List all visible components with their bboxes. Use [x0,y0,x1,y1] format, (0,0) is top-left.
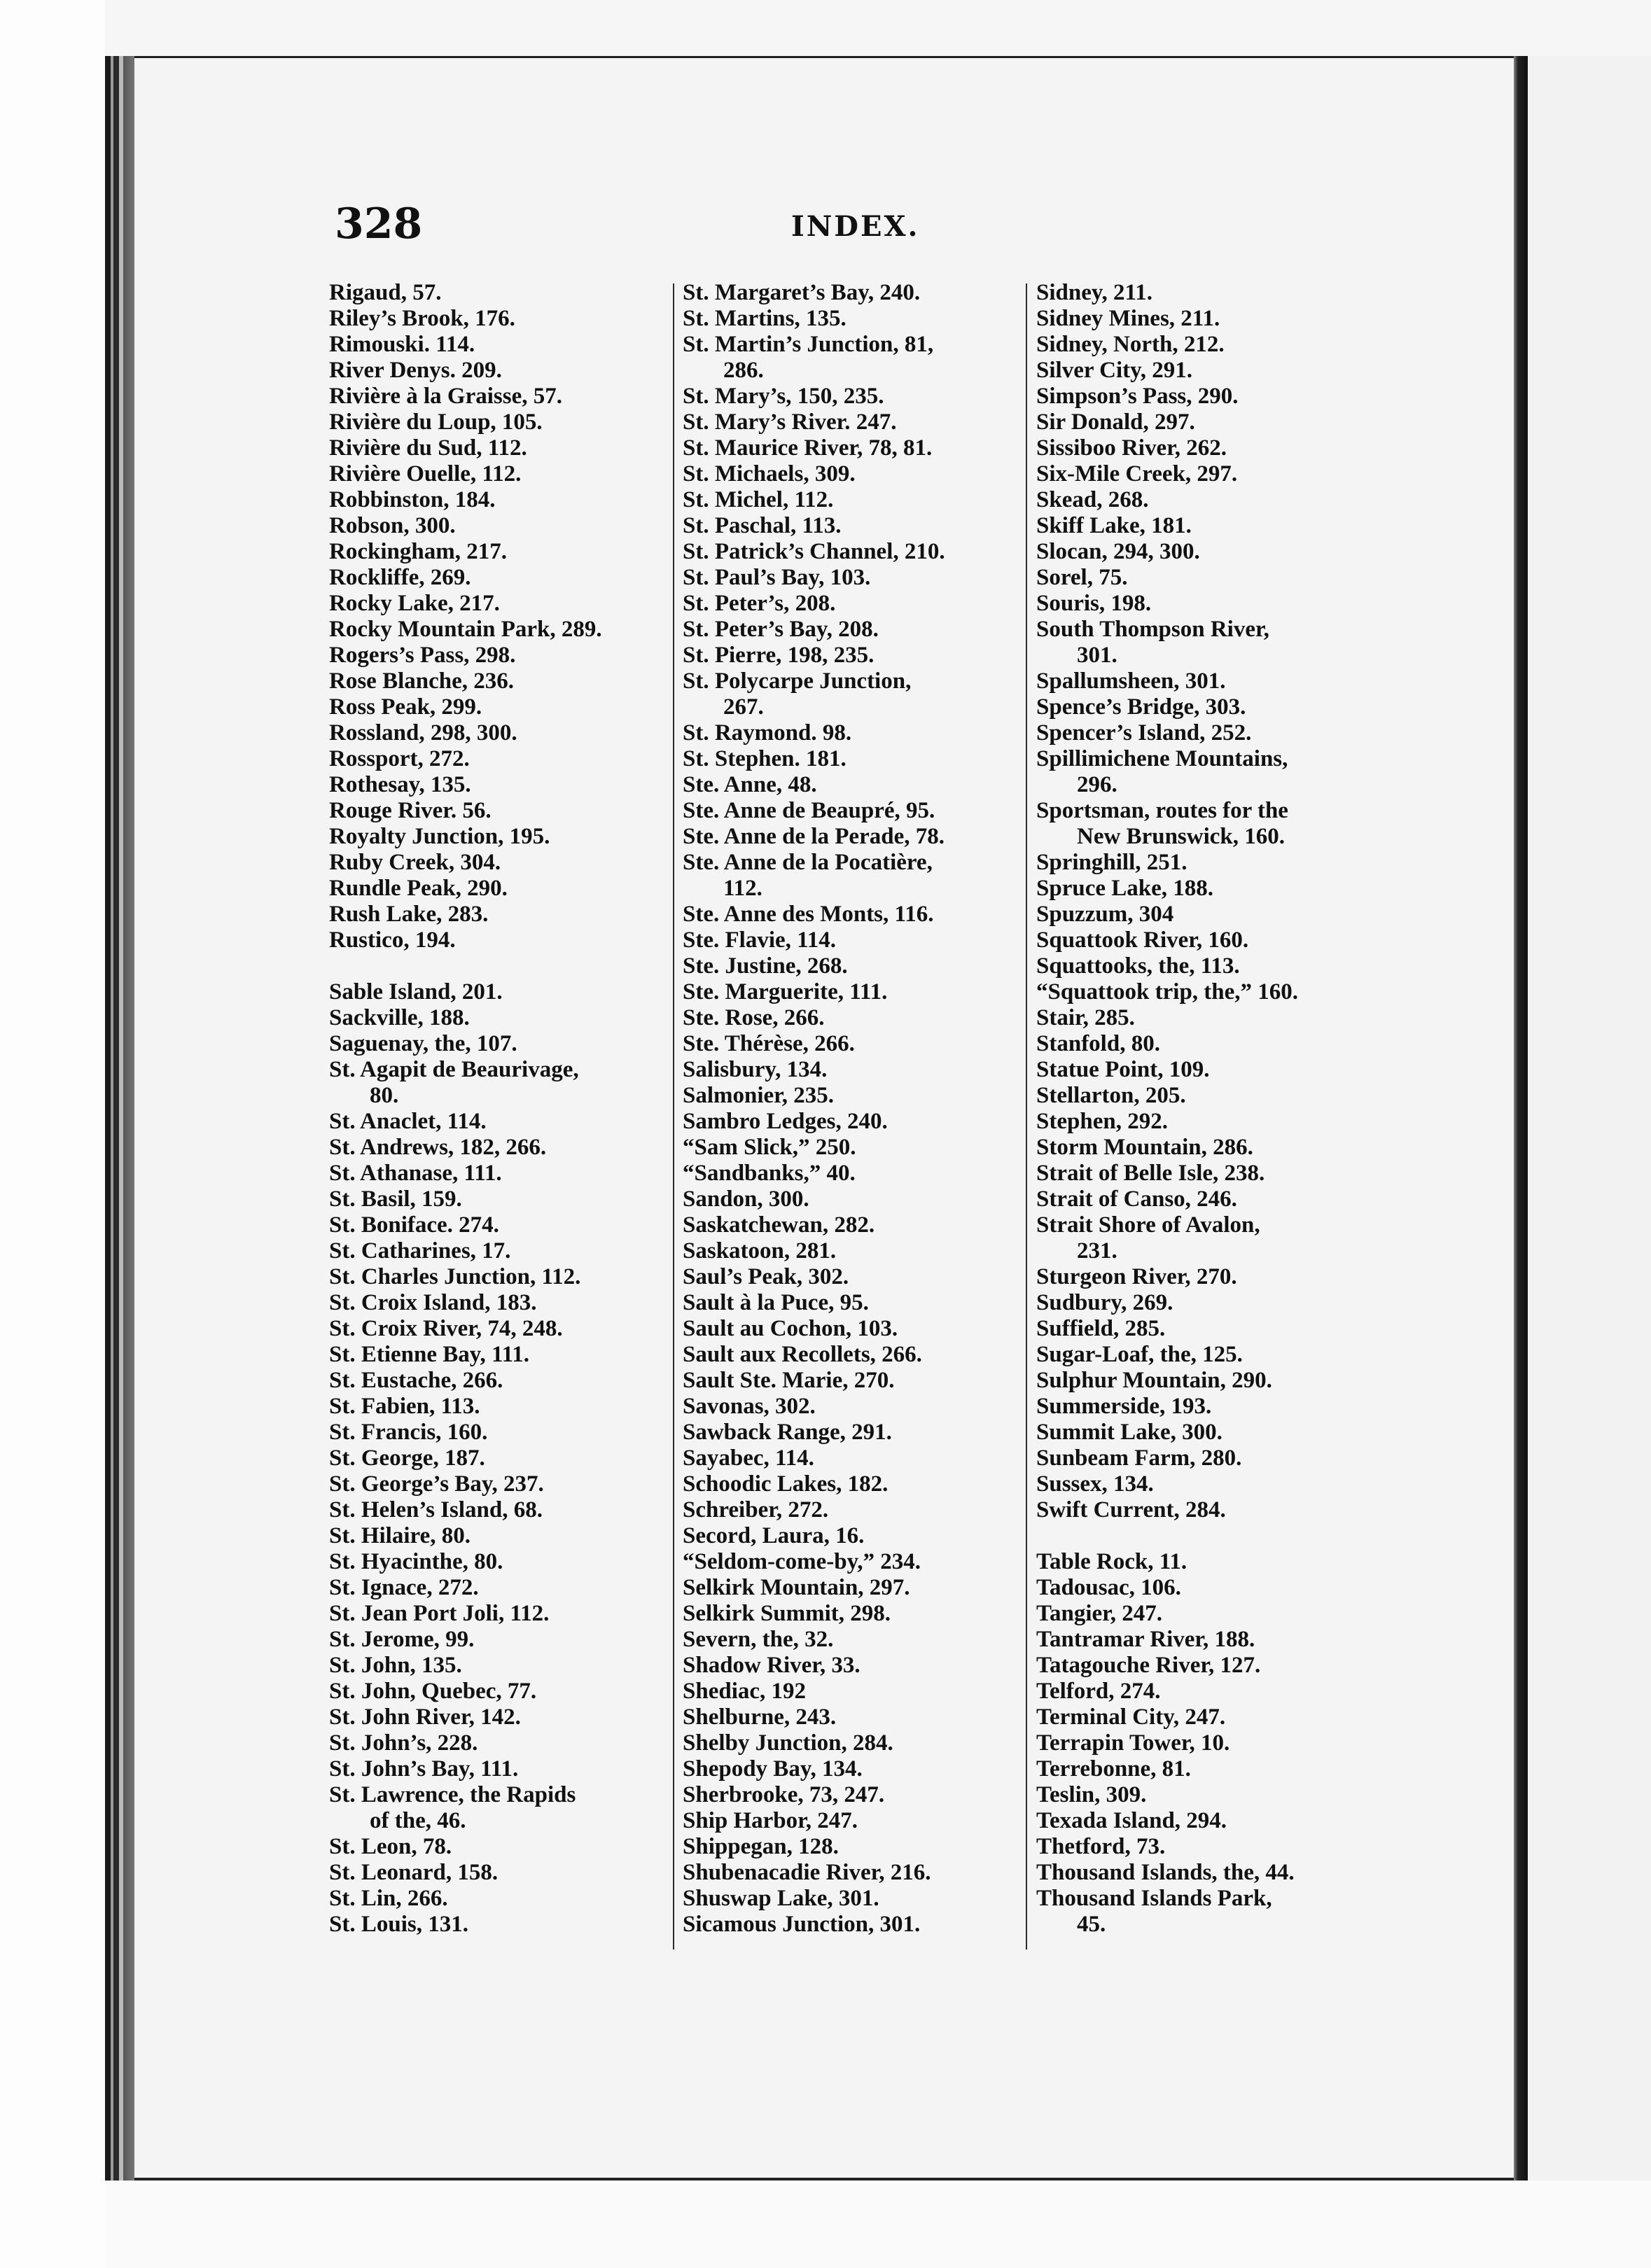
index-entry: Selkirk Summit, 298. [683,1601,891,1626]
index-entry: Ross Peak, 299. [329,694,482,720]
index-entry: Thousand Islands, the, 44. [1036,1860,1295,1885]
index-entry: Souris, 198. [1036,591,1152,616]
index-entry: Ruby Creek, 304. [329,850,501,875]
index-entry: Sturgeon River, 270. [1036,1264,1237,1289]
index-entry: Sorel, 75. [1036,565,1128,590]
index-entry: St. Etienne Bay, 111. [329,1342,530,1367]
index-entry: St. Fabien, 113. [329,1394,480,1419]
index-entry: Sidney, 211. [1036,280,1152,305]
index-entry: Sault Ste. Marie, 270. [683,1368,895,1393]
index-entry: 80. [370,1083,399,1108]
index-entry: of the, 46. [370,1808,466,1833]
index-entry: St. Patrick’s Channel, 210. [683,539,945,564]
index-entry: 286. [723,358,764,383]
index-entry: St. Stephen. 181. [683,746,847,771]
index-entry: Telford, 274. [1036,1679,1161,1704]
index-entry: Swift Current, 284. [1036,1497,1226,1522]
index-entry: St. Boniface. 274. [329,1212,499,1238]
index-entry: Strait of Belle Isle, 238. [1036,1161,1265,1186]
index-entry: St. George, 187. [329,1446,485,1471]
index-entry: St. Jerome, 99. [329,1627,475,1652]
index-entry: St. Leonard, 158. [329,1860,499,1885]
index-entry: Ste. Anne, 48. [683,772,817,797]
index-entry: Spence’s Bridge, 303. [1036,694,1246,720]
book-spine [105,56,134,2180]
index-entry: Sandon, 300. [683,1186,809,1212]
index-entry: Rose Blanche, 236. [329,668,514,694]
index-entry: Shediac, 192 [683,1679,807,1704]
index-column-3 [1036,280,1379,1938]
index-entry: Storm Mountain, 286. [1036,1135,1253,1160]
index-entry: St. Ignace, 272. [329,1575,479,1600]
index-entry: Stanfold, 80. [1036,1031,1160,1056]
index-entry: Sambro Ledges, 240. [683,1109,888,1134]
index-entry: Summit Lake, 300. [1036,1420,1222,1445]
index-entry: Strait Shore of Avalon, [1036,1212,1260,1238]
index-entry: Stair, 285. [1036,1005,1135,1030]
index-entry: Ste. Anne de la Perade, 78. [683,824,945,849]
facing-page-edge [1528,56,1651,2180]
index-entry: Sault à la Puce, 95. [683,1290,869,1315]
index-entry: Secord, Laura, 16. [683,1523,865,1548]
index-entry: Sherbrooke, 73, 247. [683,1782,885,1807]
index-entry: Schoodic Lakes, 182. [683,1471,889,1497]
index-entry: New Brunswick, 160. [1077,824,1286,849]
index-entry: Spruce Lake, 188. [1036,876,1214,901]
index-entry: Rivière Ouelle, 112. [329,461,522,486]
index-entry: Shepody Bay, 134. [683,1756,863,1782]
index-entry: 45. [1077,1912,1106,1937]
index-entry: Ste. Thérèse, 266. [683,1031,855,1056]
index-entry: Saskatoon, 281. [683,1238,837,1264]
index-entry: St. Anaclet, 114. [329,1109,487,1134]
index-entry: Ste. Anne des Monts, 116. [683,902,934,927]
index-entry: St. John’s, 228. [329,1730,478,1756]
index-entry: St. Michaels, 309. [683,461,856,486]
index-entry: St. Mary’s, 150, 235. [683,384,884,409]
index-entry: Ste. Flavie, 114. [683,927,837,953]
index-entry: Sugar-Loaf, the, 125. [1036,1342,1243,1367]
index-entry: St. Helen’s Island, 68. [329,1497,543,1522]
index-entry: St. Agapit de Beaurivage, [329,1057,579,1082]
bottom-margin [105,2180,1651,2268]
index-entry: St. John, 135. [329,1653,462,1678]
index-entry: “Squattook trip, the,” 160. [1036,979,1299,1004]
index-entry: St. Polycarpe Junction, [683,668,912,694]
index-entry: Ste. Anne de Beaupré, 95. [683,798,935,823]
index-entry: Rogers’s Pass, 298. [329,643,516,668]
index-entry: Rundle Peak, 290. [329,876,508,901]
index-entry: Texada Island, 294. [1036,1808,1227,1833]
index-entry: Riley’s Brook, 176. [329,306,515,331]
index-entry: Sicamous Junction, 301. [683,1912,921,1937]
index-entry: St. John River, 142. [329,1704,521,1730]
index-entry: Statue Point, 109. [1036,1057,1210,1082]
index-entry: Spillimichene Mountains, [1036,746,1288,771]
index-entry: Royalty Junction, 195. [329,824,550,849]
index-entry: 296. [1077,772,1117,797]
index-entry: Squattook River, 160. [1036,927,1249,953]
index-entry: Rothesay, 135. [329,772,471,797]
index-entry: St. Francis, 160. [329,1420,488,1445]
index-entry: Rocky Lake, 217. [329,591,500,616]
index-entry: Sable Island, 201. [329,979,503,1004]
index-entry: Six-Mile Creek, 297. [1036,461,1238,486]
index-entry: Spencer’s Island, 252. [1036,720,1252,746]
index-entry: Ste. Rose, 266. [683,1005,825,1030]
index-entry: Sault aux Recollets, 266. [683,1342,922,1367]
section-gap [329,953,672,979]
index-entry: Tangier, 247. [1036,1601,1163,1626]
index-entry: Rivière à la Graisse, 57. [329,384,562,409]
index-entry: Sawback Range, 291. [683,1420,892,1445]
column-divider [1026,284,1027,1949]
index-entry: Rocky Mountain Park, 289. [329,617,602,642]
index-entry: Suffield, 285. [1036,1316,1166,1341]
index-entry: St. Paul’s Bay, 103. [683,565,871,590]
index-entry: Rockingham, 217. [329,539,507,564]
index-entry: Sulphur Mountain, 290. [1036,1368,1272,1393]
index-entry: Silver City, 291. [1036,358,1193,383]
column-divider [673,284,674,1949]
index-entry: Salisbury, 134. [683,1057,828,1082]
index-entry: Stephen, 292. [1036,1109,1168,1134]
index-entry: Sunbeam Farm, 280. [1036,1446,1242,1471]
index-entry: Sussex, 134. [1036,1471,1154,1497]
index-entry: Schreiber, 272. [683,1497,829,1522]
index-entry: Sidney Mines, 211. [1036,306,1220,331]
index-entry: St. Croix River, 74, 248. [329,1316,563,1341]
index-entry: St. George’s Bay, 237. [329,1471,544,1497]
index-entry: Sudbury, 269. [1036,1290,1173,1315]
index-entry: Summerside, 193. [1036,1394,1212,1419]
index-entry: St. Basil, 159. [329,1186,462,1212]
index-entry: Spuzzum, 304 [1036,902,1174,927]
index-entry: St. Paschal, 113. [683,513,842,538]
index-entry: Rivière du Loup, 105. [329,410,543,435]
index-entry: Ste. Marguerite, 111. [683,979,888,1004]
index-entry: “Sandbanks,” 40. [683,1161,856,1186]
index-entry: Ship Harbor, 247. [683,1808,858,1833]
index-entry: Springhill, 251. [1036,850,1187,875]
index-column-2 [683,280,1026,1938]
index-entry: St. Maurice River, 78, 81. [683,435,933,461]
index-entry: St. John’s Bay, 111. [329,1756,519,1782]
page-gutter-shadow [1514,56,1528,2180]
index-entry: Rivière du Sud, 112. [329,435,527,461]
index-entry: Severn, the, 32. [683,1627,834,1652]
index-entry: Strait of Canso, 246. [1036,1186,1237,1212]
index-entry: St. Raymond. 98. [683,720,852,746]
index-entry: “Sam Slick,” 250. [683,1135,856,1160]
index-entry: Shadow River, 33. [683,1653,861,1678]
index-entry: Rossport, 272. [329,746,470,771]
index-entry: Simpson’s Pass, 290. [1036,384,1239,409]
index-entry: St. Lin, 266. [329,1886,448,1911]
index-entry: St. Margaret’s Bay, 240. [683,280,921,305]
index-entry: Robson, 300. [329,513,456,538]
index-entry: St. Catharines, 17. [329,1238,511,1264]
index-entry: 231. [1077,1238,1117,1264]
index-entry: Saguenay, the, 107. [329,1031,517,1056]
index-entry: Salmonier, 235. [683,1083,835,1108]
index-entry: Skead, 268. [1036,487,1149,512]
index-entry: Spallumsheen, 301. [1036,668,1226,694]
index-entry: Terrebonne, 81. [1036,1756,1191,1782]
index-entry: Sir Donald, 297. [1036,410,1195,435]
index-entry: Sissiboo River, 262. [1036,435,1227,461]
index-entry: Slocan, 294, 300. [1036,539,1200,564]
index-entry: Robbinston, 184. [329,487,496,512]
index-entry: Thetford, 73. [1036,1834,1166,1859]
index-entry: 267. [723,694,764,720]
index-entry: Tatagouche River, 127. [1036,1653,1261,1678]
index-entry: St. Athanase, 111. [329,1161,502,1186]
index-entry: Ste. Justine, 268. [683,953,848,979]
index-entry: St. Louis, 131. [329,1912,468,1937]
index-entry: Shelby Junction, 284. [683,1730,893,1756]
index-entry: Sayabec, 114. [683,1446,814,1471]
index-entry: St. Hyacinthe, 80. [329,1549,503,1574]
page-number: 328 [335,200,423,248]
index-entry: Rush Lake, 283. [329,902,489,927]
index-entry: Rockliffe, 269. [329,565,471,590]
index-entry: St. Martin’s Junction, 81, [683,332,934,357]
index-entry: Tantramar River, 188. [1036,1627,1255,1652]
index-entry: Selkirk Mountain, 297. [683,1575,910,1600]
index-entry: St. Peter’s Bay, 208. [683,617,879,642]
index-entry: Rimouski. 114. [329,332,475,357]
index-entry: Table Rock, 11. [1036,1549,1187,1574]
index-entry: St. Eustache, 266. [329,1368,503,1393]
index-entry: Thousand Islands Park, [1036,1886,1272,1911]
index-entry: 301. [1077,643,1117,668]
index-entry: St. Jean Port Joli, 112. [329,1601,550,1626]
index-entry: Rossland, 298, 300. [329,720,517,746]
index-entry: River Denys. 209. [329,358,502,383]
page-title: INDEX. [791,210,920,243]
index-entry: Rigaud, 57. [329,280,442,305]
index-entry: Saul’s Peak, 302. [683,1264,849,1289]
index-entry: Terminal City, 247. [1036,1704,1226,1730]
index-entry: Shubenacadie River, 216. [683,1860,931,1885]
index-entry: Squattooks, the, 113. [1036,953,1240,979]
index-entry: St. Peter’s, 208. [683,591,836,616]
index-entry: St. Charles Junction, 112. [329,1264,581,1289]
index-entry: Sidney, North, 212. [1036,332,1225,357]
index-entry: Ste. Anne de la Pocatière, [683,850,933,875]
index-entry: Savonas, 302. [683,1394,816,1419]
index-entry: South Thompson River, [1036,617,1269,642]
section-gap [1036,1523,1379,1549]
index-entry: St. Andrews, 182, 266. [329,1135,547,1160]
index-entry: Tadousac, 106. [1036,1575,1181,1600]
index-entry: Terrapin Tower, 10. [1036,1730,1230,1756]
index-entry: Teslin, 309. [1036,1782,1147,1807]
index-entry: St. Michel, 112. [683,487,834,512]
index-entry: St. Leon, 78. [329,1834,452,1859]
index-entry: Shuswap Lake, 301. [683,1886,879,1911]
index-entry: St. Pierre, 198, 235. [683,643,875,668]
index-entry: Sault au Cochon, 103. [683,1316,898,1341]
index-column-1 [329,280,672,1938]
index-entry: Stellarton, 205. [1036,1083,1186,1108]
index-entry: Skiff Lake, 181. [1036,513,1192,538]
index-entry: St. Lawrence, the Rapids [329,1782,576,1807]
index-entry: Rouge River. 56. [329,798,492,823]
index-entry: Sackville, 188. [329,1005,470,1030]
index-entry: Sportsman, routes for the [1036,798,1288,823]
index-entry: St. Mary’s River. 247. [683,410,897,435]
index-entry: Shippegan, 128. [683,1834,839,1859]
index-entry: Shelburne, 243. [683,1704,837,1730]
index-entry: St. John, Quebec, 77. [329,1679,537,1704]
index-entry: 112. [723,876,762,901]
left-margin [0,0,105,2268]
index-entry: St. Martins, 135. [683,306,847,331]
index-entry: St. Hilaire, 80. [329,1523,471,1548]
index-entry: St. Croix Island, 183. [329,1290,537,1315]
index-entry: Saskatchewan, 282. [683,1212,875,1238]
index-entry: “Seldom-come-by,” 234. [683,1549,921,1574]
index-entry: Rustico, 194. [329,927,456,953]
